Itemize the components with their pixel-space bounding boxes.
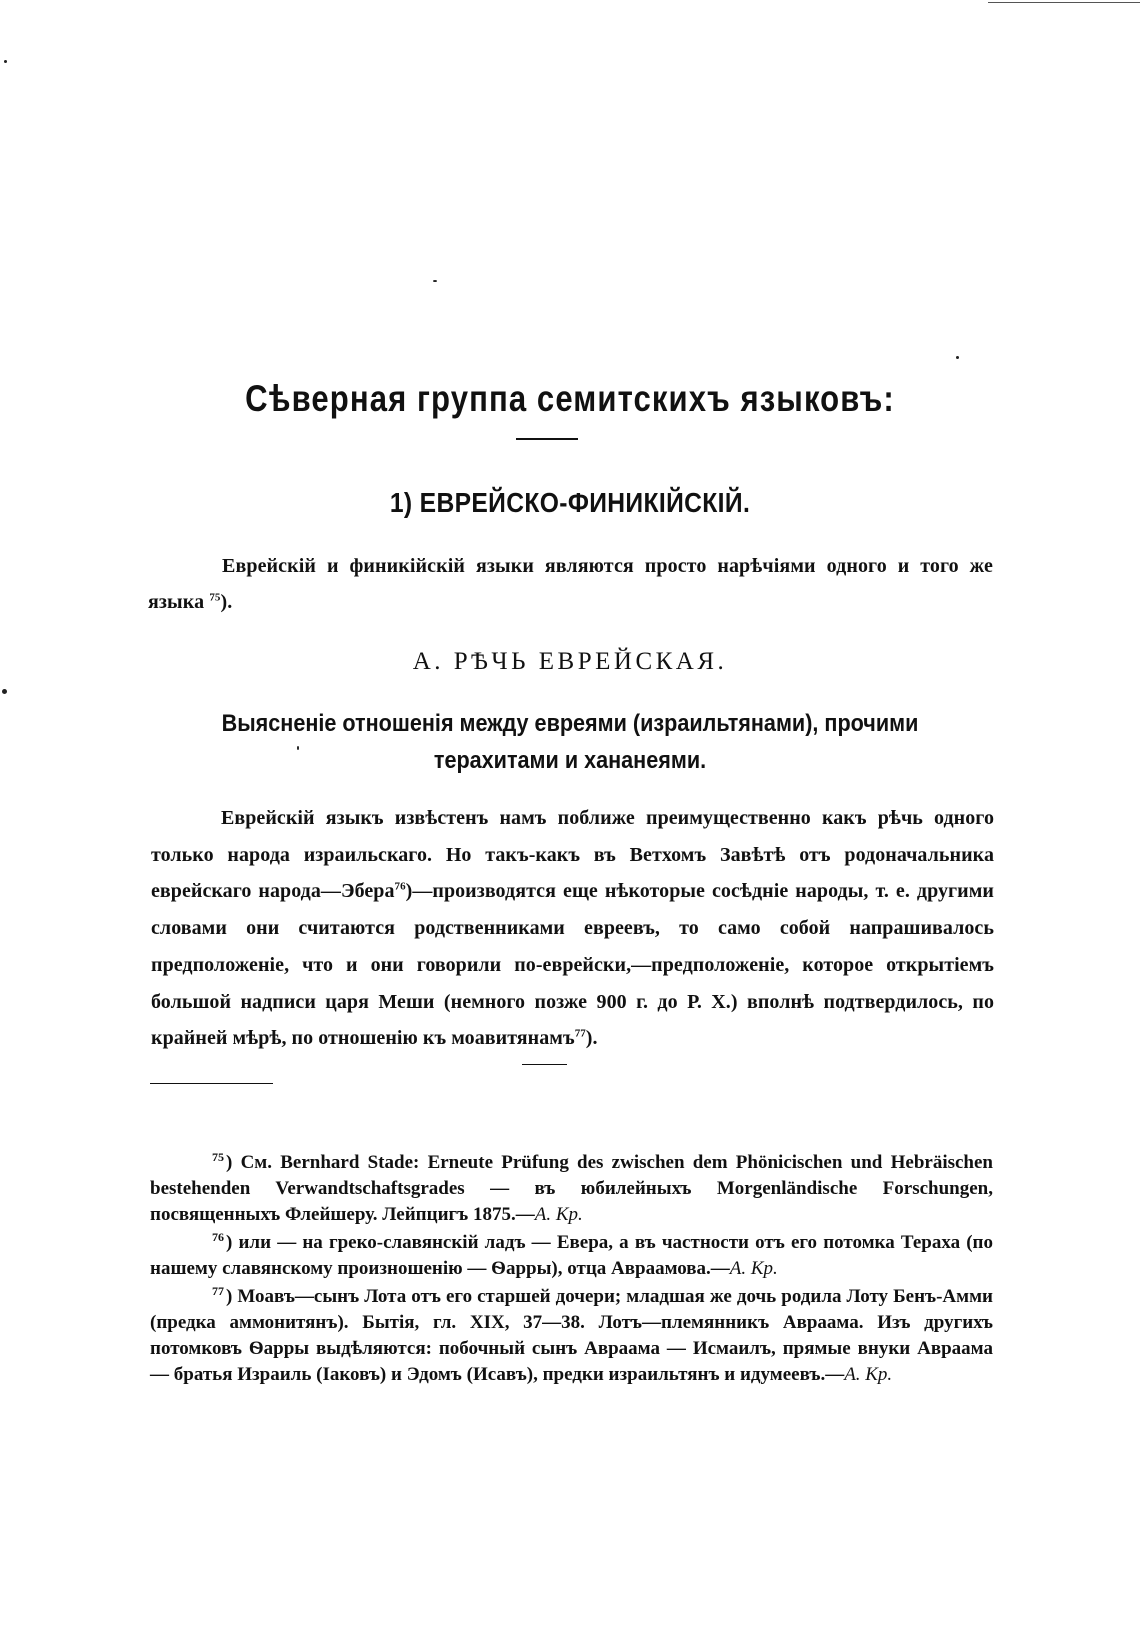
main-paragraph bbox=[151, 800, 994, 1057]
main-paragraph-text-2: )—производятся еще нѣкоторые сосѣдніе народы, т. е. другими словами они считаются родственниками евреевъ, то само собой напрашивалось предположеніе, что и они говорили по-еврейски,—предположеніе, которое открытіемъ большой надписи царя Меши (немного позже 900 г. до Р. Х.) вполнѣ подтвердилось, по крайней мѣрѣ, по отношенію къ моавитянамъ bbox=[151, 880, 994, 1050]
section-heading: 1) ЕВРЕЙСКО-ФИНИКІЙСКІЙ. bbox=[389, 487, 751, 518]
intro-paragraph bbox=[148, 548, 993, 620]
footnote-signature: А. Кр. bbox=[729, 1258, 778, 1279]
footnote-separator bbox=[150, 1083, 273, 1084]
footnote-reference-76: 76 bbox=[394, 880, 406, 893]
footnote-reference-77: 77 bbox=[574, 1027, 586, 1040]
scan-speck-left-top bbox=[4, 60, 7, 63]
paragraph-end-divider bbox=[522, 1064, 567, 1065]
title-divider bbox=[516, 438, 578, 440]
footnote-number: 75 bbox=[212, 1149, 224, 1164]
intro-text: Еврейскій и финикійскій языки являются просто нарѣчіями одного и того же языка bbox=[148, 555, 993, 613]
topic-heading bbox=[57, 705, 1083, 779]
scan-speck-left-middle bbox=[2, 689, 7, 694]
footnote-number: 76 bbox=[212, 1229, 224, 1244]
footnote-text: ) или — на греко-славянскій ладъ — Евера, а въ частности отъ его потомка Тераха (по нашему славянскому произношенію — Ѳарры), отца Авраамова.— bbox=[150, 1232, 993, 1279]
footnote-75 bbox=[150, 1150, 993, 1228]
footnote-text: ) Моавъ—сынъ Лота отъ его старшей дочери; младшая же дочь родила Лоту Бенъ-Амми (предка аммонитянъ). Бытія, гл. XIX, 37—38. Лотъ—племянникъ Авраама. Изъ другихъ потомковъ Ѳарры выдѣляются: побочный сынъ Авраама — Исмаилъ, прямые внуки Авраама — братья Израиль (Іаковъ) и Эдомъ (Исавъ), предки израильтянъ и идумеевъ.— bbox=[150, 1286, 993, 1385]
footnote-reference-75: 75 bbox=[209, 591, 221, 604]
topic-heading-line-1: Выясненіе отношенія между евреями (израильтянами), прочими bbox=[221, 710, 919, 737]
scan-speck-right bbox=[956, 356, 959, 359]
footnotes bbox=[150, 1150, 993, 1390]
chapter-title: Сѣверная группа семитскихъ языковъ: bbox=[245, 378, 895, 419]
intro-ending: ). bbox=[220, 591, 233, 613]
footnote-text: ) См. Bernhard Stade: Erneute Prüfung des zwischen dem Phönicischen und Hebräischen bestehenden Verwandtschaftsgrades — въ юбилейныхъ Morgenländische Forschungen, посвященныхъ Флейшеру. Лейпцигъ 1875.— bbox=[150, 1152, 993, 1225]
footnote-signature: А. Кр. bbox=[844, 1364, 893, 1385]
scan-speck-center bbox=[433, 280, 437, 282]
topic-heading-line-2: терахитами и хананеями. bbox=[433, 747, 707, 774]
footnote-number: 77 bbox=[212, 1283, 224, 1298]
scan-top-edge-line bbox=[988, 2, 1140, 3]
footnote-signature: А. Кр. bbox=[534, 1204, 583, 1225]
main-paragraph-text-3: ). bbox=[585, 1027, 598, 1050]
footnote-77 bbox=[150, 1284, 993, 1388]
subsection-heading: А. РѢЧЬ ЕВРЕЙСКАЯ. bbox=[412, 648, 728, 675]
footnote-76 bbox=[150, 1230, 993, 1282]
main-paragraph-text-1: Еврейскій языкъ извѣстенъ намъ поближе преимущественно какъ рѣчь одного только народа израильскаго. Но такъ-какъ въ Ветхомъ Завѣтѣ отъ родоначальника еврейскаго народа—Эбера bbox=[151, 807, 994, 903]
